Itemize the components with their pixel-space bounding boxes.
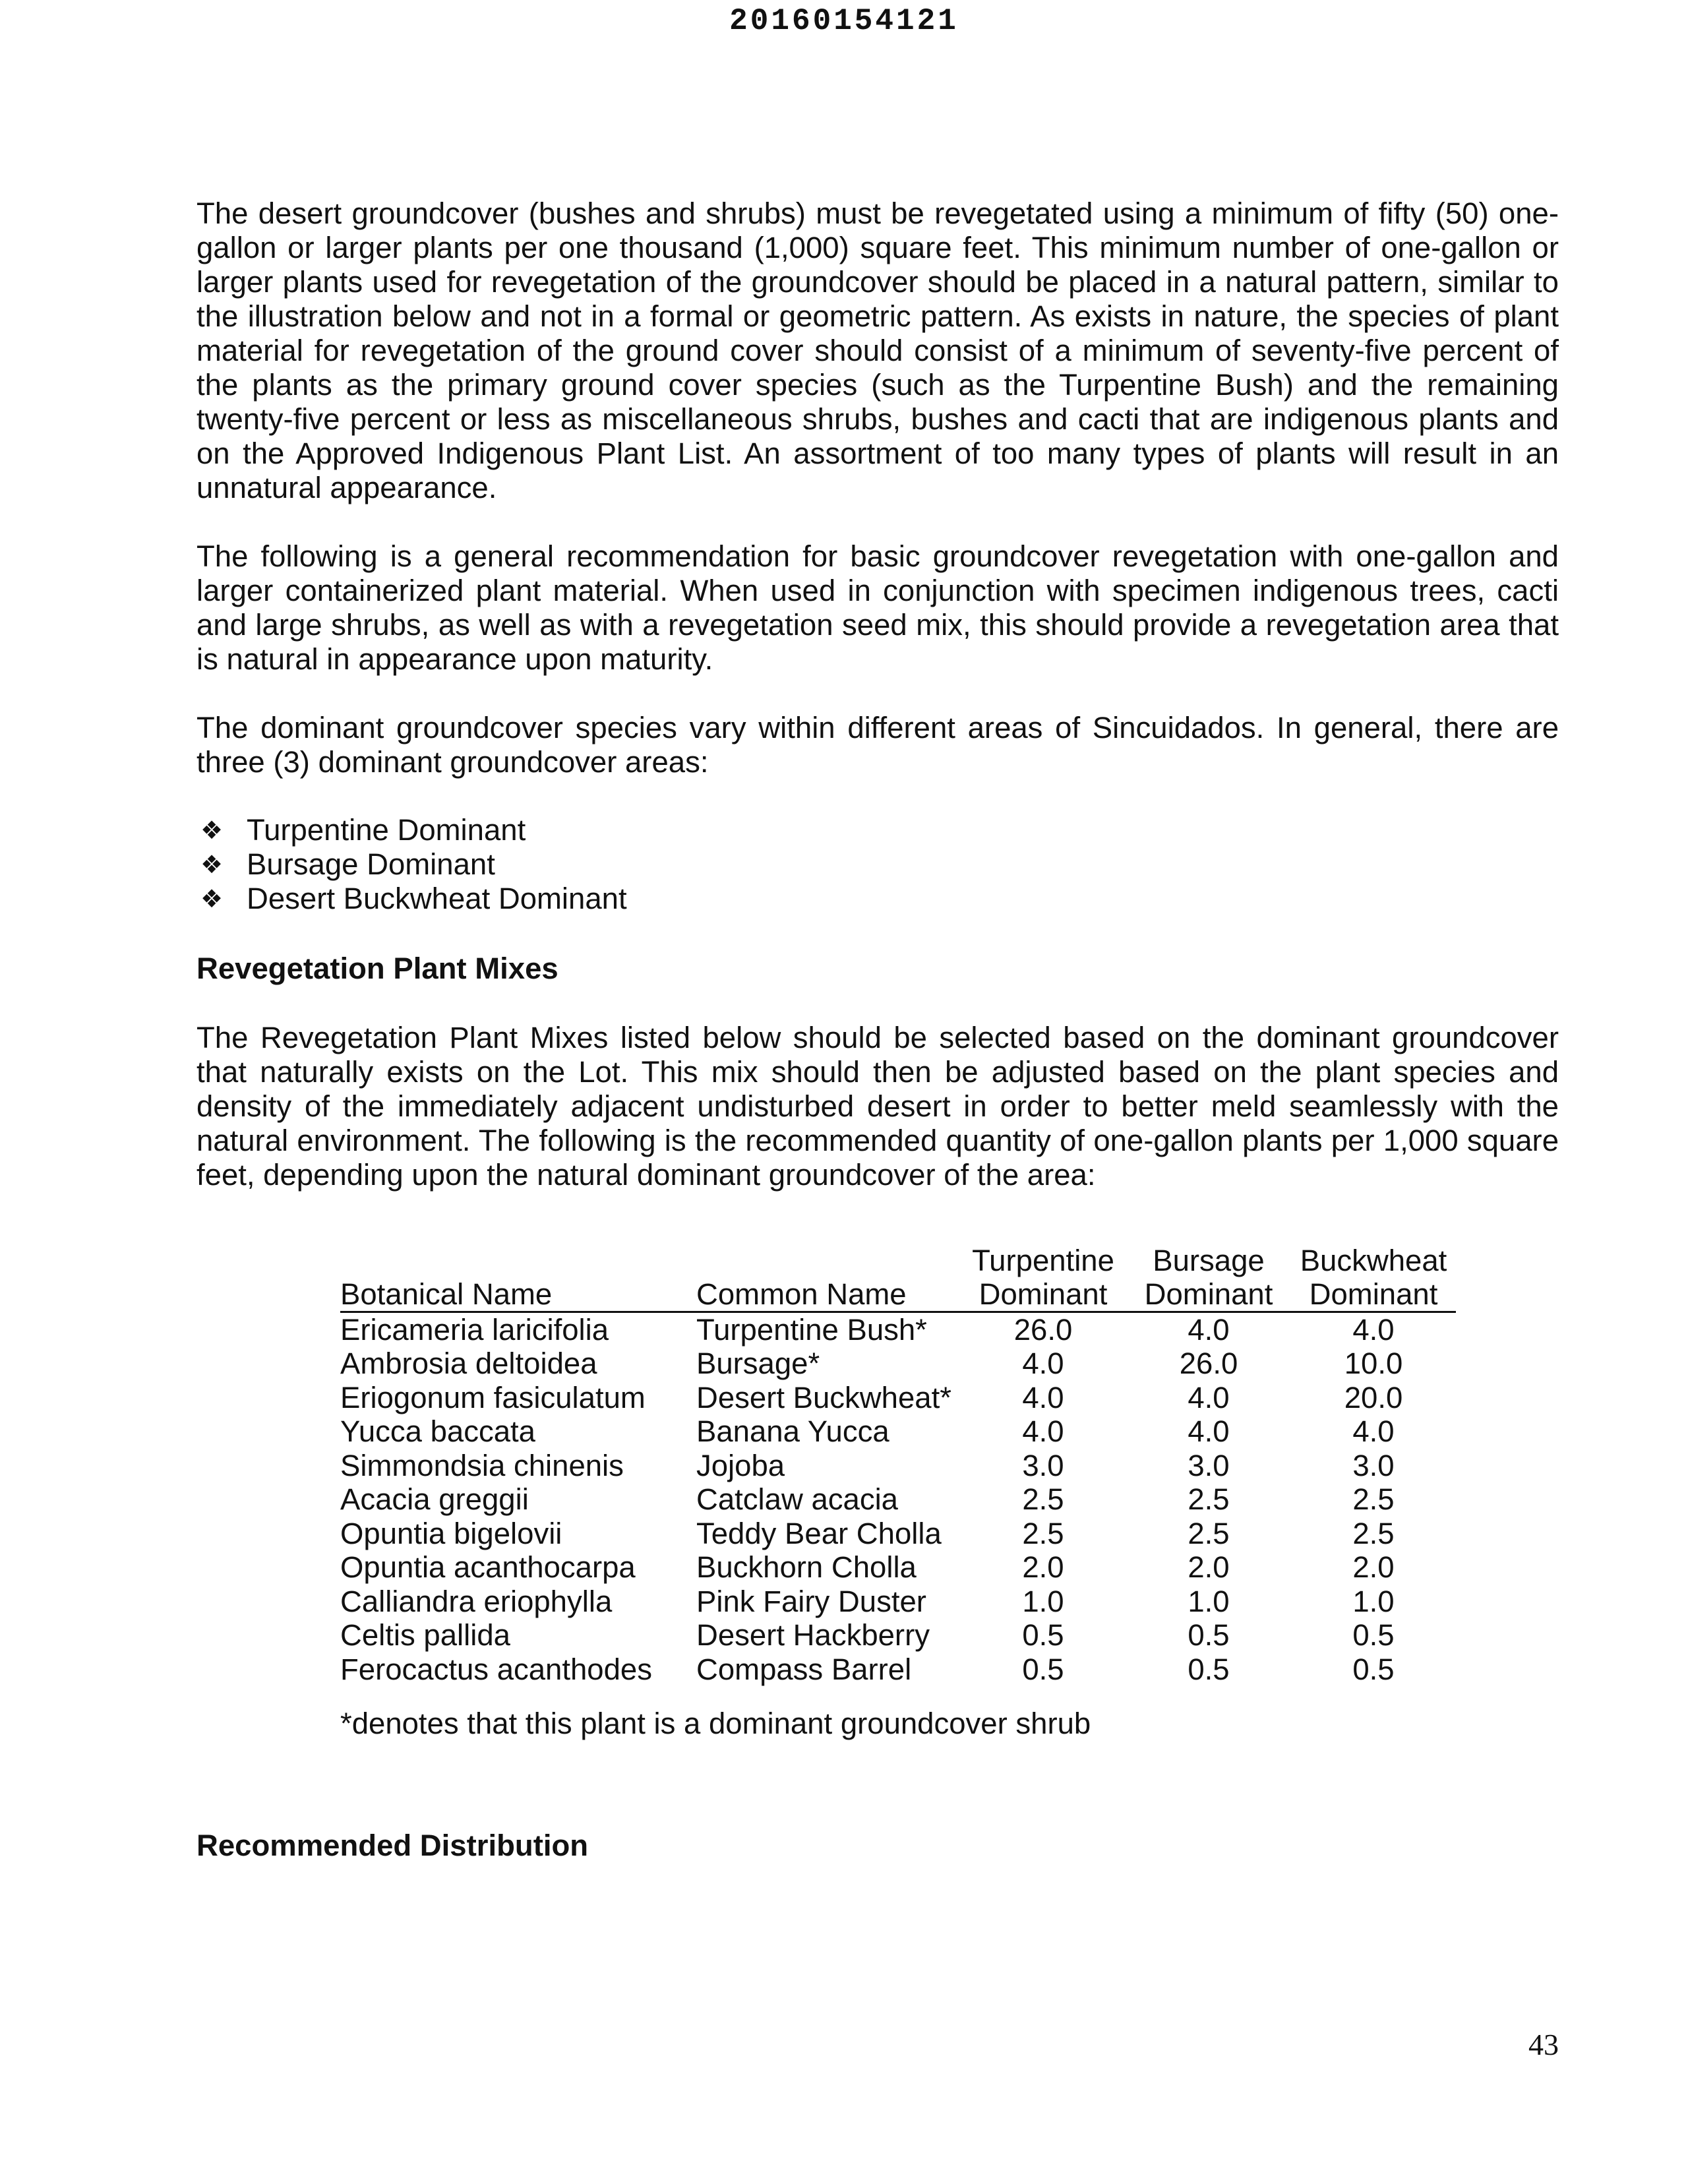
buckwheat-value-cell: 4.0	[1352, 1312, 1395, 1347]
common-name-cell: Pink Fairy Duster	[696, 1584, 926, 1618]
table-row	[340, 1550, 1456, 1585]
table-row	[340, 1347, 1456, 1381]
botanical-name-cell: Ferocactus acanthodes	[340, 1652, 652, 1686]
bursage-value-cell: 0.5	[1188, 1618, 1230, 1652]
table-row	[340, 1517, 1456, 1551]
list-item	[196, 847, 1559, 882]
buckwheat-value-cell: 4.0	[1352, 1414, 1395, 1448]
botanical-name-cell: Ambrosia deltoidea	[340, 1347, 597, 1380]
bursage-value-cell: 2.5	[1188, 1516, 1230, 1550]
header-turpentine-bottom: Dominant	[960, 1278, 1126, 1312]
bursage-value-cell: 26.0	[1179, 1347, 1238, 1380]
botanical-name-cell: Yucca baccata	[340, 1414, 535, 1448]
turpentine-value-cell: 2.0	[1022, 1550, 1064, 1584]
bursage-value-cell: 1.0	[1188, 1584, 1230, 1618]
common-name-cell: Turpentine Bush*	[696, 1312, 927, 1347]
header-bursage-top: Bursage	[1153, 1244, 1265, 1277]
dominant-areas-list	[196, 813, 1559, 916]
common-name-cell: Jojoba	[696, 1448, 785, 1482]
table-row	[340, 1449, 1456, 1483]
diamond-bullet-icon: ❖	[200, 850, 224, 879]
header-botanical-name: Botanical Name	[340, 1278, 696, 1312]
turpentine-value-cell: 0.5	[1022, 1618, 1064, 1652]
buckwheat-value-cell: 20.0	[1344, 1380, 1403, 1414]
bursage-value-cell: 2.5	[1188, 1482, 1230, 1516]
paragraph-general-recommendation: The following is a general recommendation for basic groundcover revegetation with one-gallon and larger containerized plant material. When used in conjunction with specimen indigenous trees, cacti and large shrubs, as well as with a revegetation seed mix, this should provide a revegetation area that is natural in appearance upon maturity.	[196, 539, 1559, 676]
table-row	[340, 1653, 1456, 1687]
bursage-value-cell: 2.0	[1188, 1550, 1230, 1584]
botanical-name-cell: Acacia greggii	[340, 1482, 529, 1516]
table-row	[340, 1482, 1456, 1517]
botanical-name-cell: Celtis pallida	[340, 1618, 510, 1652]
table-row	[340, 1414, 1456, 1449]
turpentine-value-cell: 1.0	[1022, 1584, 1064, 1618]
section-heading-distribution: Recommended Distribution	[196, 1829, 589, 1862]
bursage-value-cell: 3.0	[1188, 1448, 1230, 1482]
table-row	[340, 1312, 1456, 1347]
paragraph-groundcover-minimum: The desert groundcover (bushes and shrubs) must be revegetated using a minimum of fifty (50) one-gallon or larger plants per one thousand (1,000) square feet. This minimum number of one-gallon or larger plants used for revegetation of the groundcover should be placed in a natural pattern, similar to the illustration below and not in a formal or geometric pattern. As exists in nature, the species of plant material for revegetation of the ground cover should consist of a minimum of seventy-five percent of the plants as the primary ground cover species (such as the Turpentine Bush) and the remaining twenty-five percent or less as miscellaneous shrubs, bushes and cacti that are indigenous plants and on the Approved Indigenous Plant List. An assortment of too many types of plants will result in an unnatural appearance.	[196, 197, 1559, 504]
turpentine-value-cell: 26.0	[1013, 1312, 1073, 1347]
common-name-cell: Desert Buckwheat*	[696, 1380, 951, 1414]
list-item	[196, 882, 1559, 916]
botanical-name-cell: Opuntia bigelovii	[340, 1516, 562, 1550]
diamond-bullet-icon: ❖	[200, 884, 224, 913]
table-footnote: *denotes that this plant is a dominant groundcover shrub	[340, 1707, 1091, 1740]
header-buckwheat-bottom: Dominant	[1291, 1278, 1456, 1312]
buckwheat-value-cell: 0.5	[1352, 1618, 1395, 1652]
paragraph-dominant-species: The dominant groundcover species vary within different areas of Sincuidados. In general, there are three (3) dominant groundcover areas:	[196, 711, 1559, 779]
buckwheat-value-cell: 10.0	[1344, 1347, 1403, 1380]
botanical-name-cell: Calliandra eriophylla	[340, 1584, 613, 1618]
header-buckwheat-top: Buckwheat	[1300, 1244, 1447, 1277]
document-number: 20160154121	[729, 4, 959, 38]
common-name-cell: Catclaw acacia	[696, 1482, 898, 1516]
common-name-cell: Teddy Bear Cholla	[696, 1516, 942, 1550]
turpentine-value-cell: 3.0	[1022, 1448, 1064, 1482]
buckwheat-value-cell: 3.0	[1352, 1448, 1395, 1482]
turpentine-value-cell: 4.0	[1022, 1380, 1064, 1414]
common-name-cell: Banana Yucca	[696, 1414, 889, 1448]
turpentine-value-cell: 2.5	[1022, 1482, 1064, 1516]
turpentine-value-cell: 0.5	[1022, 1652, 1064, 1686]
header-common-name: Common Name	[696, 1278, 960, 1312]
plant-mix-table	[340, 1244, 1456, 1686]
list-item-label: Desert Buckwheat Dominant	[247, 882, 627, 915]
buckwheat-value-cell: 2.0	[1352, 1550, 1395, 1584]
common-name-cell: Desert Hackberry	[696, 1618, 930, 1652]
section-heading-plant-mixes: Revegetation Plant Mixes	[196, 952, 558, 985]
list-item-label: Turpentine Dominant	[247, 813, 526, 847]
list-item	[196, 813, 1559, 847]
header-bursage-bottom: Dominant	[1126, 1278, 1291, 1312]
botanical-name-cell: Ericameria laricifolia	[340, 1312, 609, 1347]
paragraph-plant-mixes: The Revegetation Plant Mixes listed below should be selected based on the dominant groundcover that naturally exists on the Lot. This mix should then be adjusted based on the plant species and density of the immediately adjacent undisturbed desert in order to better meld seamlessly with the natural environment. The following is the recommended quantity of one-gallon plants per 1,000 square feet, depending upon the natural dominant groundcover of the area:	[196, 1021, 1559, 1192]
list-item-label: Bursage Dominant	[247, 847, 495, 881]
page-number: 43	[1528, 2028, 1559, 2061]
header-turpentine-top: Turpentine	[972, 1244, 1114, 1277]
common-name-cell: Buckhorn Cholla	[696, 1550, 917, 1584]
bursage-value-cell: 4.0	[1188, 1380, 1230, 1414]
buckwheat-value-cell: 2.5	[1352, 1482, 1395, 1516]
bursage-value-cell: 4.0	[1188, 1312, 1230, 1347]
botanical-name-cell: Opuntia acanthocarpa	[340, 1550, 636, 1584]
common-name-cell: Bursage*	[696, 1347, 820, 1380]
bursage-value-cell: 4.0	[1188, 1414, 1230, 1448]
turpentine-value-cell: 4.0	[1022, 1347, 1064, 1380]
buckwheat-value-cell: 0.5	[1352, 1652, 1395, 1686]
table-row	[340, 1585, 1456, 1619]
diamond-bullet-icon: ❖	[200, 816, 224, 845]
table-row	[340, 1381, 1456, 1415]
turpentine-value-cell: 2.5	[1022, 1516, 1064, 1550]
common-name-cell: Compass Barrel	[696, 1652, 912, 1686]
bursage-value-cell: 0.5	[1188, 1652, 1230, 1686]
table-row	[340, 1618, 1456, 1653]
botanical-name-cell: Simmondsia chinenis	[340, 1448, 624, 1482]
buckwheat-value-cell: 1.0	[1352, 1584, 1395, 1618]
turpentine-value-cell: 4.0	[1022, 1414, 1064, 1448]
buckwheat-value-cell: 2.5	[1352, 1516, 1395, 1550]
botanical-name-cell: Eriogonum fasiculatum	[340, 1380, 646, 1414]
